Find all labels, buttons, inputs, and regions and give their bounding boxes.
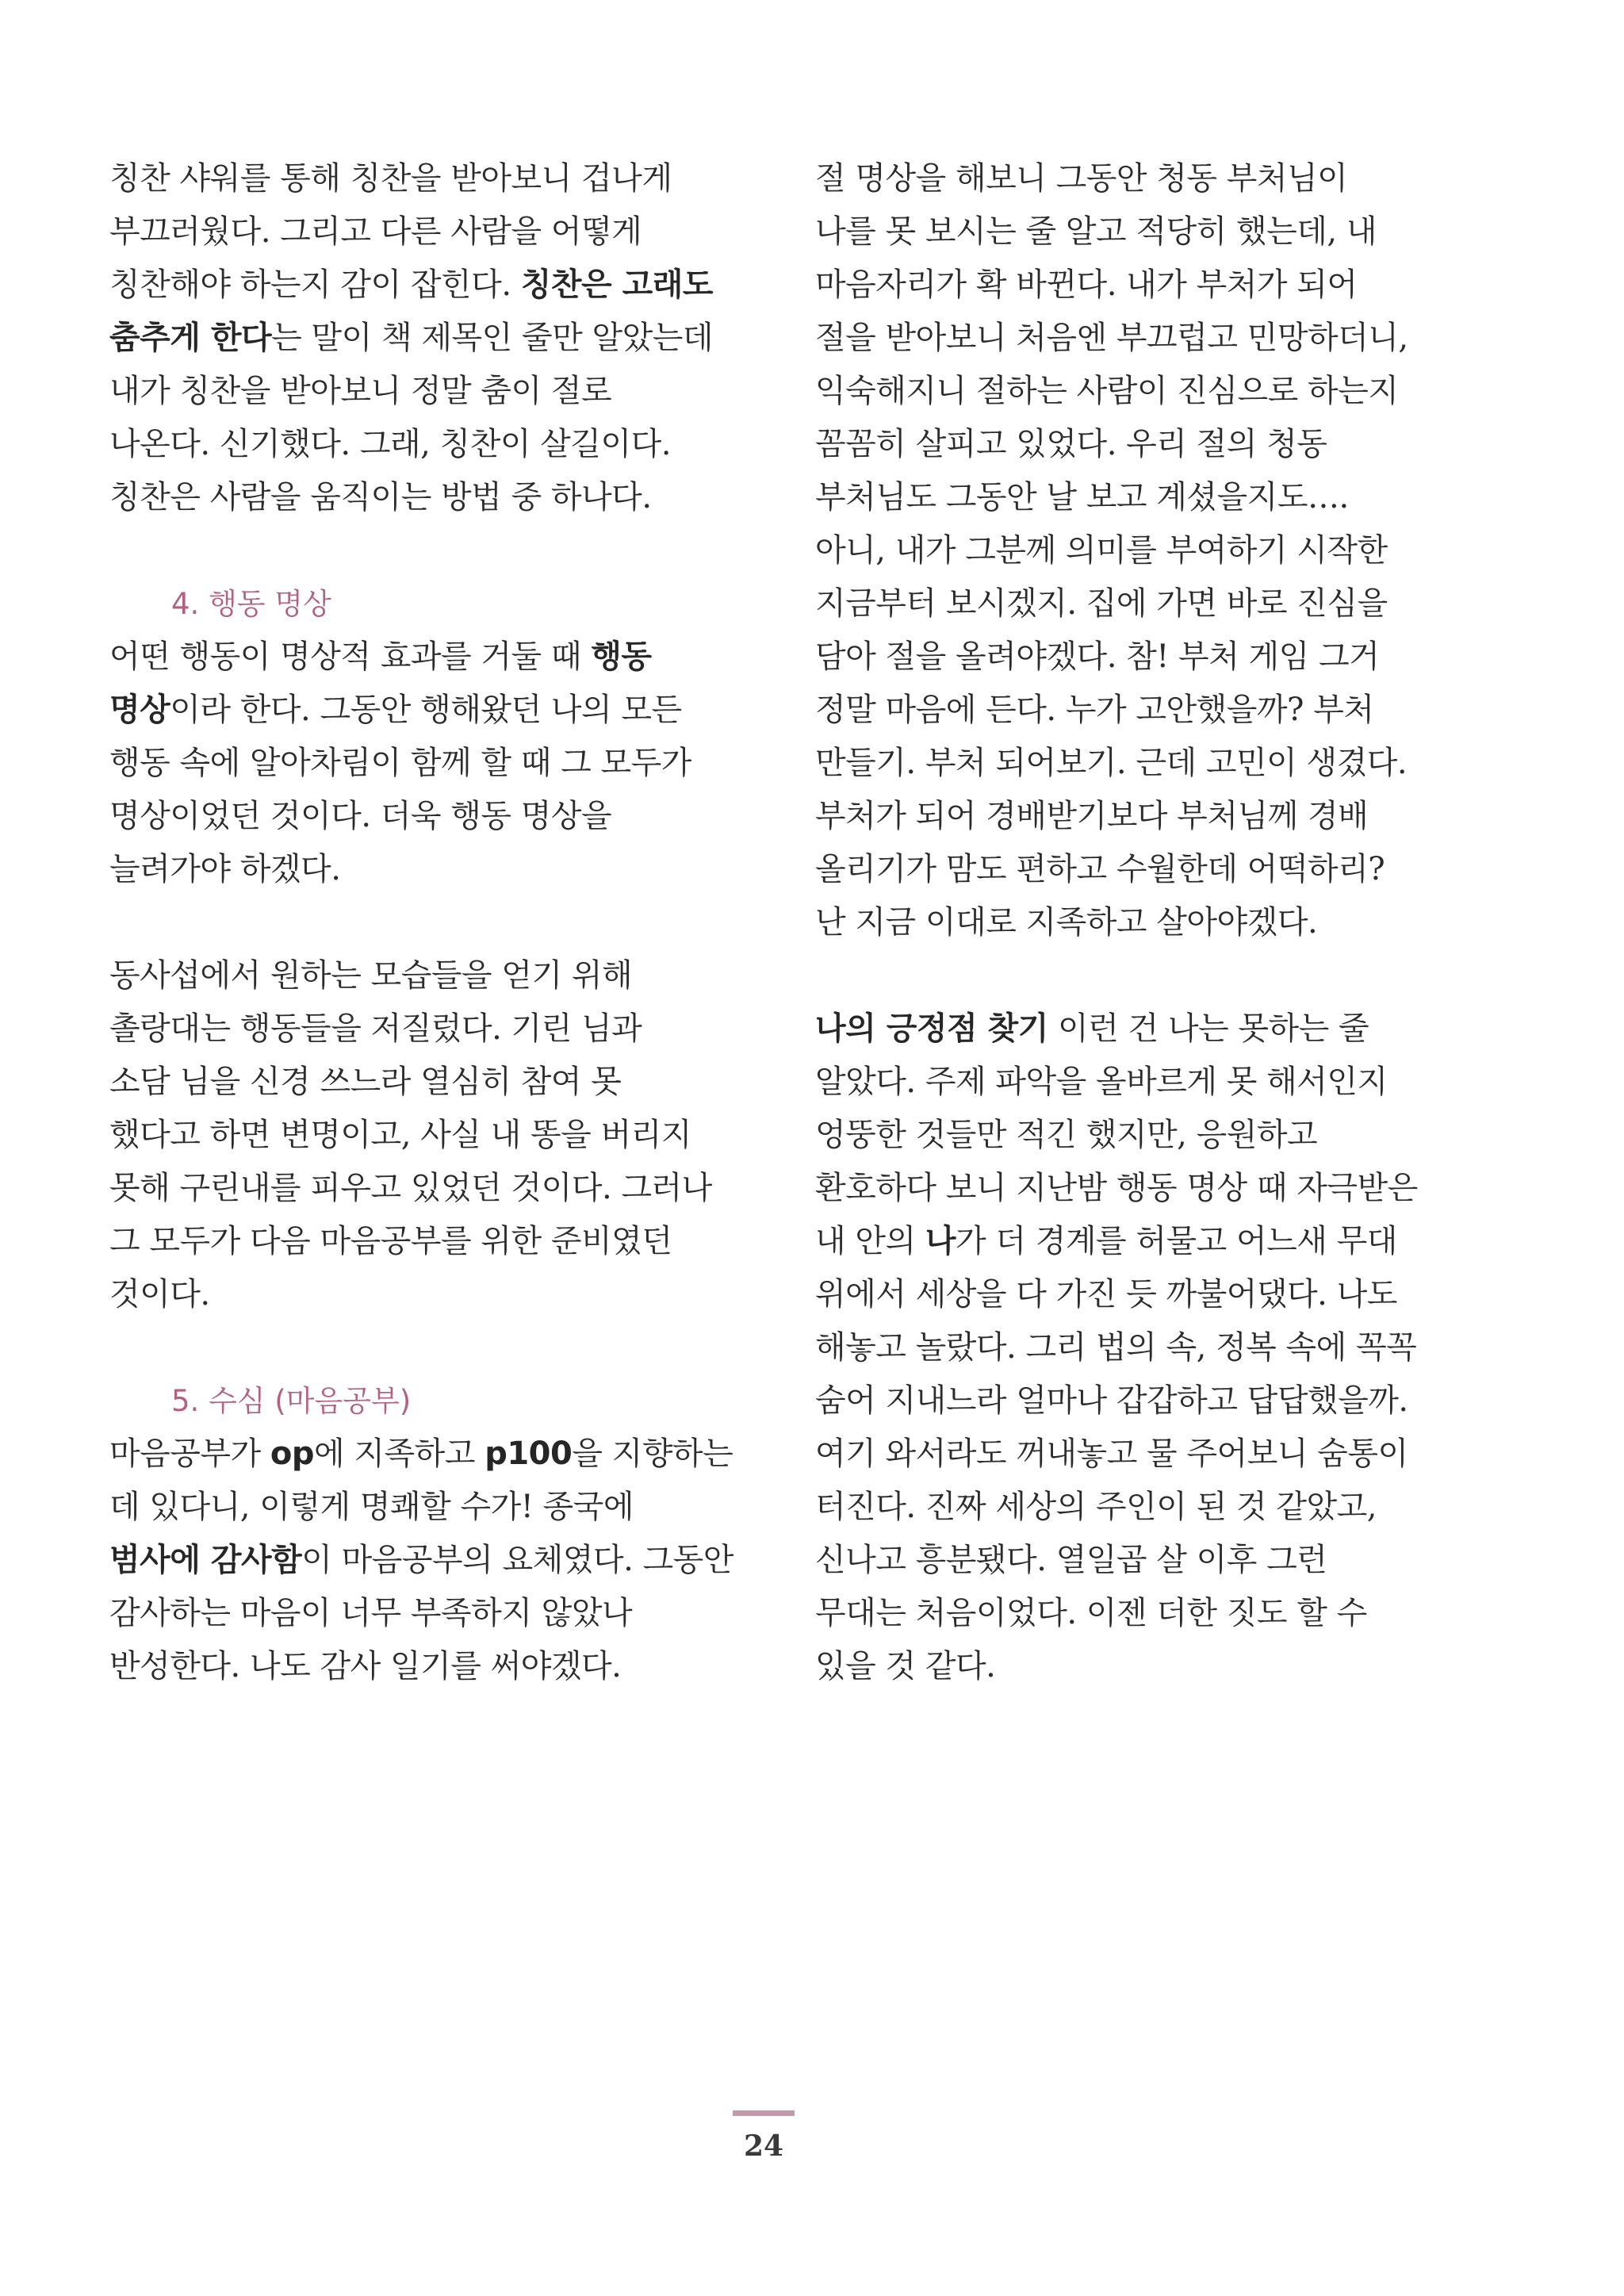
section-heading-5: 5. 수심 (마음공부) [171, 1384, 412, 1418]
paragraph-gap [815, 949, 1465, 1002]
text-line: 위에서 세상을 다 가진 듯 까불어댔다. 나도 [815, 1276, 1397, 1313]
text-line: 해놓고 놀랐다. 그리 법의 속, 정복 속에 꼭꼭 [815, 1329, 1417, 1366]
text-line: 나온다. 신기했다. 그래, 칭찬이 살길이다. [109, 426, 671, 462]
text-line [109, 259, 760, 312]
bold-phrase: 나의 긍정점 찾기 [815, 1010, 1048, 1047]
text-line: 못해 구린내를 피우고 있었던 것이다. 그러나 [109, 1170, 712, 1206]
text-line: 반성한다. 나도 감사 일기를 써야겠다. [109, 1648, 622, 1685]
paragraph-bow-meditation [815, 152, 1465, 949]
text-line: 꼼꼼히 살피고 있었다. 우리 절의 청동 [815, 426, 1327, 462]
text-line: 신나고 흥분됐다. 열일곱 살 이후 그런 [815, 1542, 1327, 1578]
text-line: 것이다. [109, 1276, 210, 1313]
text-line: 동사섭에서 원하는 모습들을 얻기 위해 [109, 957, 633, 994]
text-line [109, 1428, 760, 1481]
paragraph-positive-points [815, 1002, 1465, 1693]
text-line [815, 1002, 1465, 1056]
bold-phrase: 춤추게 한다 [109, 320, 272, 356]
text-line: 소담 님을 신경 쓰느라 열심히 참여 못 [109, 1064, 622, 1100]
text-line [109, 312, 760, 365]
paragraph-gap [109, 524, 760, 577]
paragraph-dongsaseop [109, 949, 760, 1321]
page-number-rule [733, 2110, 795, 2116]
text-line: 여기 와서라도 꺼내놓고 물 주어보니 숨통이 [815, 1435, 1408, 1472]
text-line: 알았다. 주제 파악을 올바르게 못 해서인지 [815, 1064, 1388, 1100]
text-line: 올리기가 맘도 편하고 수월한데 어떡하리? [815, 851, 1385, 887]
text-line: 무대는 처음이었다. 이젠 더한 짓도 할 수 [815, 1595, 1367, 1631]
text-run: 가 더 경계를 허물고 어느새 무대 [956, 1223, 1397, 1259]
text-line: 절 명상을 해보니 그동안 청동 부처님이 [815, 160, 1348, 197]
text-line: 부처님도 그동안 날 보고 계셨을지도…. [815, 479, 1349, 516]
text-line: 부처가 되어 경배받기보다 부처님께 경배 [815, 798, 1369, 834]
text-run: 이 마음공부의 요체였다. 그동안 [301, 1542, 733, 1578]
paragraph-gap [109, 896, 760, 949]
text-line: 담아 절을 올려야겠다. 참! 부처 게임 그거 [815, 638, 1380, 675]
page-number: 24 [743, 2129, 784, 2163]
text-line: 익숙해지니 절하는 사람이 진심으로 하는지 [815, 373, 1399, 409]
text-line: 있을 것 같다. [815, 1648, 996, 1685]
text-run: 마음공부가 [109, 1435, 270, 1472]
text-line [109, 684, 760, 737]
paragraph-action-meditation [109, 631, 760, 896]
text-line: 아니, 내가 그분께 의미를 부여하기 시작한 [815, 532, 1388, 569]
text-run: 에 지족하고 [314, 1435, 485, 1472]
bold-phrase: 명상 [109, 692, 170, 728]
right-column [815, 152, 1465, 1693]
bold-phrase: 범사에 감사함 [109, 1542, 302, 1578]
bold-phrase: op [270, 1435, 315, 1472]
paragraph-mind-study [109, 1428, 760, 1693]
text-line: 터진다. 진짜 세상의 주인이 된 것 같았고, [815, 1489, 1377, 1525]
text-line: 늘려가야 하겠다. [109, 851, 341, 887]
text-line: 지금부터 보시겠지. 집에 가면 바로 진심을 [815, 585, 1388, 622]
text-line: 절을 받아보니 처음엔 부끄럽고 민망하더니, [815, 320, 1408, 356]
text-line: 촐랑대는 행동들을 저질렀다. 기린 님과 [109, 1010, 642, 1047]
text-line: 칭찬 샤워를 통해 칭찬을 받아보니 겁나게 [109, 160, 672, 197]
text-line: 엉뚱한 것들만 적긴 했지만, 응원하고 [815, 1117, 1318, 1153]
text-line: 나를 못 보시는 줄 알고 적당히 했는데, 내 [815, 213, 1377, 250]
bold-phrase: 행동 [591, 638, 652, 675]
left-column [109, 152, 760, 1693]
text-line: 환호하다 보니 지난밤 행동 명상 때 자극받은 [815, 1170, 1418, 1206]
bold-phrase: p100 [485, 1435, 573, 1472]
text-line: 행동 속에 알아차림이 함께 할 때 그 모두가 [109, 745, 691, 781]
text-line: 명상이었던 것이다. 더욱 행동 명상을 [109, 798, 612, 834]
text-line [109, 631, 760, 684]
paragraph-praise [109, 152, 760, 524]
text-line: 정말 마음에 든다. 누가 고안했을까? 부처 [815, 692, 1374, 728]
text-line: 만들기. 부처 되어보기. 근데 고민이 생겼다. [815, 745, 1408, 781]
text-run: 내 안의 [815, 1223, 925, 1259]
text-line: 감사하는 마음이 너무 부족하지 않았나 [109, 1595, 633, 1631]
text-run: 이라 한다. 그동안 행해왔던 나의 모든 [170, 692, 682, 728]
text-run: 는 말이 책 제목인 줄만 알았는데 [271, 320, 714, 356]
text-run: 이런 건 나는 못하는 줄 [1048, 1010, 1369, 1047]
text-run: 을 지향하는 [572, 1435, 733, 1472]
section-heading-4: 4. 행동 명상 [171, 587, 331, 621]
bold-phrase: 나 [925, 1223, 956, 1259]
text-line: 데 있다니, 이렇게 명쾌할 수가! 종국에 [109, 1489, 634, 1525]
text-line: 숨어 지내느라 얼마나 갑갑하고 답답했을까. [815, 1382, 1408, 1419]
text-run: 어떤 행동이 명상적 효과를 거둘 때 [109, 638, 592, 675]
text-line [815, 1215, 1465, 1268]
bold-phrase: 칭찬은 고래도 [520, 266, 714, 303]
text-line: 마음자리가 확 바뀐다. 내가 부처가 되어 [815, 266, 1358, 303]
paragraph-gap [109, 1321, 760, 1374]
text-line: 난 지금 이대로 지족하고 살아야겠다. [815, 904, 1318, 941]
text-line: 부끄러웠다. 그리고 다른 사람을 어떻게 [109, 213, 642, 250]
text-line [109, 1534, 760, 1587]
text-line: 내가 칭찬을 받아보니 정말 춤이 절로 [109, 373, 612, 409]
text-line: 했다고 하면 변명이고, 사실 내 똥을 버리지 [109, 1117, 691, 1153]
text-line: 칭찬은 사람을 움직이는 방법 중 하나다. [109, 479, 652, 516]
text-line: 그 모두가 다음 마음공부를 위한 준비였던 [109, 1223, 672, 1259]
text-run: 칭찬해야 하는지 감이 잡힌다. [109, 266, 521, 303]
